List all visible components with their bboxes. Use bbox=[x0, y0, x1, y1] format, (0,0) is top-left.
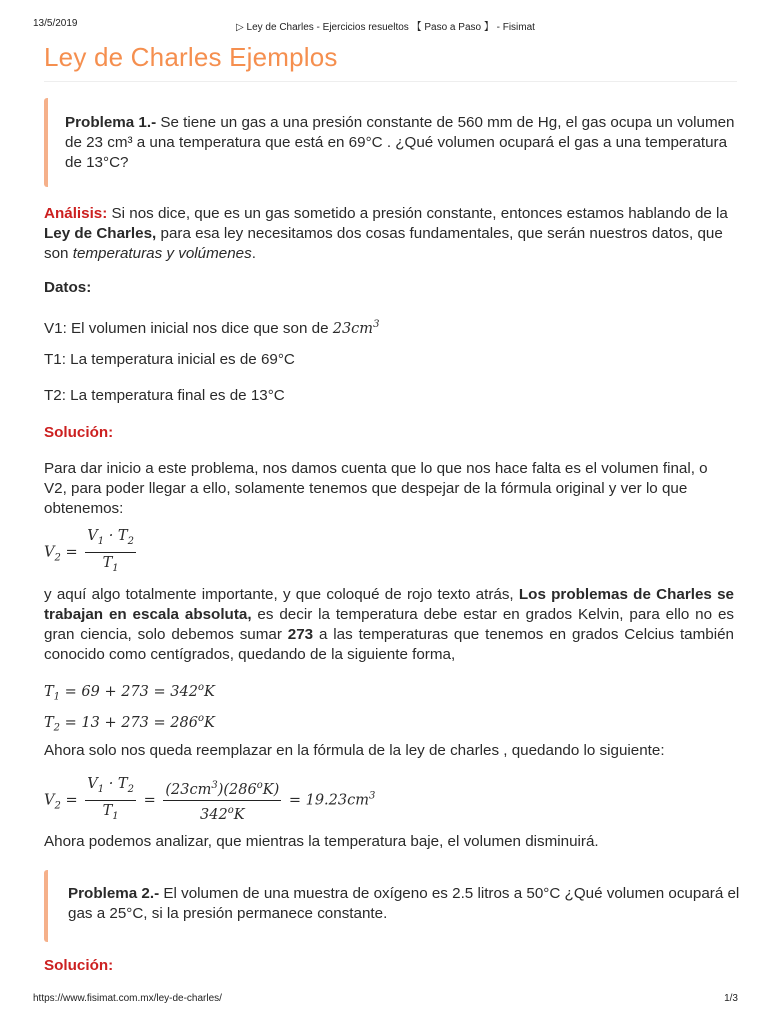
result-value: = 19.23cm bbox=[284, 792, 369, 809]
print-url[interactable]: https://www.fisimat.com.mx/ley-de-charles/ bbox=[33, 993, 222, 1004]
result-fraction-1 bbox=[85, 775, 136, 826]
problem-1-text bbox=[65, 98, 745, 173]
kelvin-bold-1: Los problemas de Charles se trabajan en escala absoluta, bbox=[44, 586, 734, 623]
r-den-t: T bbox=[102, 802, 113, 819]
r2-num-end: K) bbox=[262, 781, 280, 798]
r-num-v-sub: 1 bbox=[97, 783, 105, 795]
paragraph-kelvin bbox=[44, 585, 734, 665]
datos-v1 bbox=[44, 315, 734, 339]
formula-v2-eq: = bbox=[60, 544, 83, 561]
analysis-label: Análisis: bbox=[44, 205, 108, 222]
r-num-t-sub: 2 bbox=[127, 783, 134, 795]
result-eq-2: = bbox=[138, 792, 161, 809]
formula-v2-fraction bbox=[85, 527, 136, 578]
paragraph-conclusion: Ahora podemos analizar, que mientras la temperatura baje, el volumen disminuirá. bbox=[44, 833, 599, 850]
eq-t2-sub: 2 bbox=[53, 722, 61, 734]
r-num-v: V bbox=[87, 776, 98, 792]
equation-t2 bbox=[44, 709, 215, 739]
formula-v2-denominator bbox=[85, 553, 136, 578]
r2-den-val: 342 bbox=[200, 806, 228, 823]
kelvin-text-1: y aquí algo totalmente importante, y que coloqué de rojo texto atrás, bbox=[44, 586, 519, 603]
eq-t2-deg: o bbox=[197, 713, 204, 724]
datos-v1-text: V1: El volumen inicial nos dice que son de bbox=[44, 319, 333, 337]
result-exponent: 3 bbox=[368, 790, 376, 802]
print-header bbox=[33, 18, 738, 32]
den-t: T bbox=[102, 554, 113, 571]
print-footer bbox=[33, 993, 738, 1007]
r2-num-mid: )(286 bbox=[217, 781, 257, 798]
page-title: Ley de Charles Ejemplos bbox=[44, 42, 338, 72]
datos-v1-exponent: 3 bbox=[373, 319, 380, 330]
result-fraction-2 bbox=[163, 777, 281, 824]
formula-v2 bbox=[44, 527, 139, 578]
num-dot: · bbox=[104, 528, 118, 544]
result-fraction-1-num bbox=[85, 775, 136, 801]
result-lhs: V bbox=[44, 792, 55, 809]
solucion-2-heading: Solución: bbox=[44, 957, 114, 974]
eq-t1-unit: K bbox=[203, 683, 215, 700]
eq-t1-sub: 1 bbox=[53, 691, 61, 703]
kelvin-bold-273: 273 bbox=[287, 626, 314, 643]
den-t-sub: 1 bbox=[112, 562, 119, 574]
r2-num-deg: o bbox=[256, 780, 263, 792]
formula-v2-numerator bbox=[85, 527, 136, 553]
problem-1-quote bbox=[44, 98, 745, 187]
title-divider bbox=[44, 81, 737, 82]
paragraph-replace: Ahora solo nos queda reemplazar en la fórmula de la ley de charles , quedando lo siguiente: bbox=[44, 742, 665, 759]
formula-result bbox=[44, 775, 375, 826]
r-num-dot: · bbox=[104, 776, 118, 792]
problem-2-body: El volumen de una muestra de oxígeno es 2.5 litros a 50°C ¿Qué volumen ocupará el gas a 25°C, si la presión permanece constante. bbox=[68, 885, 740, 922]
r2-den-deg: o bbox=[227, 804, 234, 816]
equation-t1 bbox=[44, 678, 215, 708]
eq-t2-rhs: = 13 + 273 = 286 bbox=[60, 714, 198, 731]
print-page-title: ▷ Ley de Charles - Ejercicios resueltos 【 Paso a Paso 】 - Fisimat bbox=[236, 22, 535, 33]
problem-1-label: Problema 1.- bbox=[65, 114, 157, 131]
eq-t1-rhs: = 69 + 273 = 342 bbox=[60, 683, 198, 700]
eq-t1-deg: o bbox=[197, 682, 204, 693]
analysis-italic: temperaturas y volúmenes bbox=[72, 245, 252, 262]
eq-t1-lhs: T bbox=[44, 683, 54, 700]
num-v: V bbox=[87, 528, 98, 544]
datos-t1: T1: La temperatura inicial es de 69°C bbox=[44, 351, 295, 368]
analysis-law-name: Ley de Charles, bbox=[44, 225, 157, 242]
result-fraction-2-den bbox=[163, 801, 281, 824]
result-fraction-2-num bbox=[163, 777, 281, 801]
analysis-paragraph bbox=[44, 204, 734, 264]
datos-v1-value: 23cm bbox=[332, 320, 374, 337]
r2-num-a: (23cm bbox=[165, 781, 212, 798]
analysis-text-2: para esa ley necesitamos dos cosas fundamentales, que serán nuestros datos, que son bbox=[44, 225, 723, 262]
kelvin-text-2: es decir la temperatura debe estar en grados Kelvin, para ello no es gran ciencia, solo debemos sumar bbox=[44, 606, 734, 643]
datos-t2: T2: La temperatura final es de 13°C bbox=[44, 387, 285, 404]
eq-t2-lhs: T bbox=[44, 714, 54, 731]
problem-2-label: Problema 2.- bbox=[68, 885, 160, 902]
formula-v2-lhs: V bbox=[44, 544, 55, 561]
problem-2-text bbox=[65, 870, 745, 924]
solucion-heading: Solución: bbox=[44, 424, 114, 441]
num-t: T bbox=[117, 528, 128, 544]
r2-den-unit: K bbox=[233, 806, 245, 823]
datos-heading: Datos: bbox=[44, 279, 92, 296]
analysis-text-3: . bbox=[251, 245, 256, 262]
kelvin-text-3: a las temperaturas que tenemos en grados Celcius también conocido como centígrados, quedando de la siguiente forma, bbox=[44, 626, 734, 663]
problem-1-body: Se tiene un gas a una presión constante de 560 mm de Hg, el gas ocupa un volumen de 23 cm³ a una temperatura que está en 69°C . ¿Qué volumen ocupará el gas a una temperatura de 13°C? bbox=[65, 114, 735, 171]
result-fraction-1-den bbox=[85, 801, 136, 826]
print-date: 13/5/2019 bbox=[33, 18, 78, 29]
analysis-text-1: Si nos dice, que es un gas sometido a presión constante, entonces estamos hablando de la bbox=[107, 205, 728, 222]
result-eq-1: = bbox=[60, 792, 83, 809]
formula-v2-lhs-sub: 2 bbox=[54, 552, 61, 564]
eq-t2-unit: K bbox=[203, 714, 215, 731]
datos-v1-math bbox=[333, 321, 380, 337]
r-den-t-sub: 1 bbox=[112, 810, 119, 822]
print-page-number: 1/3 bbox=[724, 993, 738, 1004]
paragraph-intro: Para dar inicio a este problema, nos damos cuenta que lo que nos hace falta es el volumen final, o V2, para poder llegar a ello, solamente tenemos que despejar de la fórmula original y ver lo que obtenemos: bbox=[44, 460, 708, 517]
num-v-sub: 1 bbox=[97, 535, 105, 547]
problem-2-quote bbox=[44, 870, 745, 942]
r2-num-exp: 3 bbox=[211, 780, 218, 792]
r-num-t: T bbox=[117, 776, 128, 792]
result-lhs-sub: 2 bbox=[54, 800, 61, 812]
num-t-sub: 2 bbox=[127, 535, 134, 547]
